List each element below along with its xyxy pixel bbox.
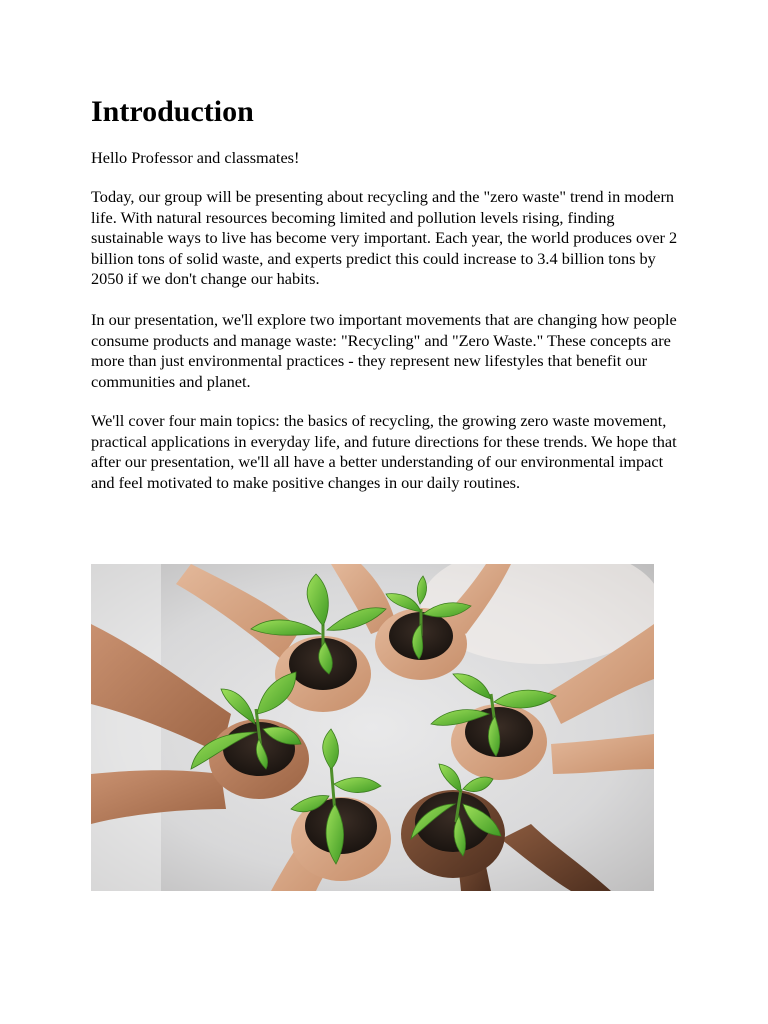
greeting-text: Hello Professor and classmates! [91, 148, 300, 167]
paragraph-2: In our presentation, we'll explore two important movements that are changing how people consume products and manage waste: "Recycling" and "Zero Waste." These concepts are more than just environmental practices - they represent new lifestyles that benefit our communities and planet. [91, 310, 677, 391]
hands-holding-seedlings-photo [91, 564, 654, 891]
paragraph-3: We'll cover four main topics: the basics of recycling, the growing zero waste movement, practical applications in everyday life, and future directions for these trends. We hope that after our presentation, we'll all have a better understanding of our environmental impact and feel motivated to make positive changes in our daily routines. [91, 411, 677, 492]
page-title: Introduction [91, 95, 254, 128]
paragraph-1: Today, our group will be presenting about recycling and the "zero waste" trend in modern life. With natural resources becoming limited and pollution levels rising, finding sustainable ways to live has become very important. Each year, the world produces over 2 billion tons of solid waste, and experts predict this could increase to 3.4 billion tons by 2050 if we don't change our habits. [91, 187, 678, 289]
